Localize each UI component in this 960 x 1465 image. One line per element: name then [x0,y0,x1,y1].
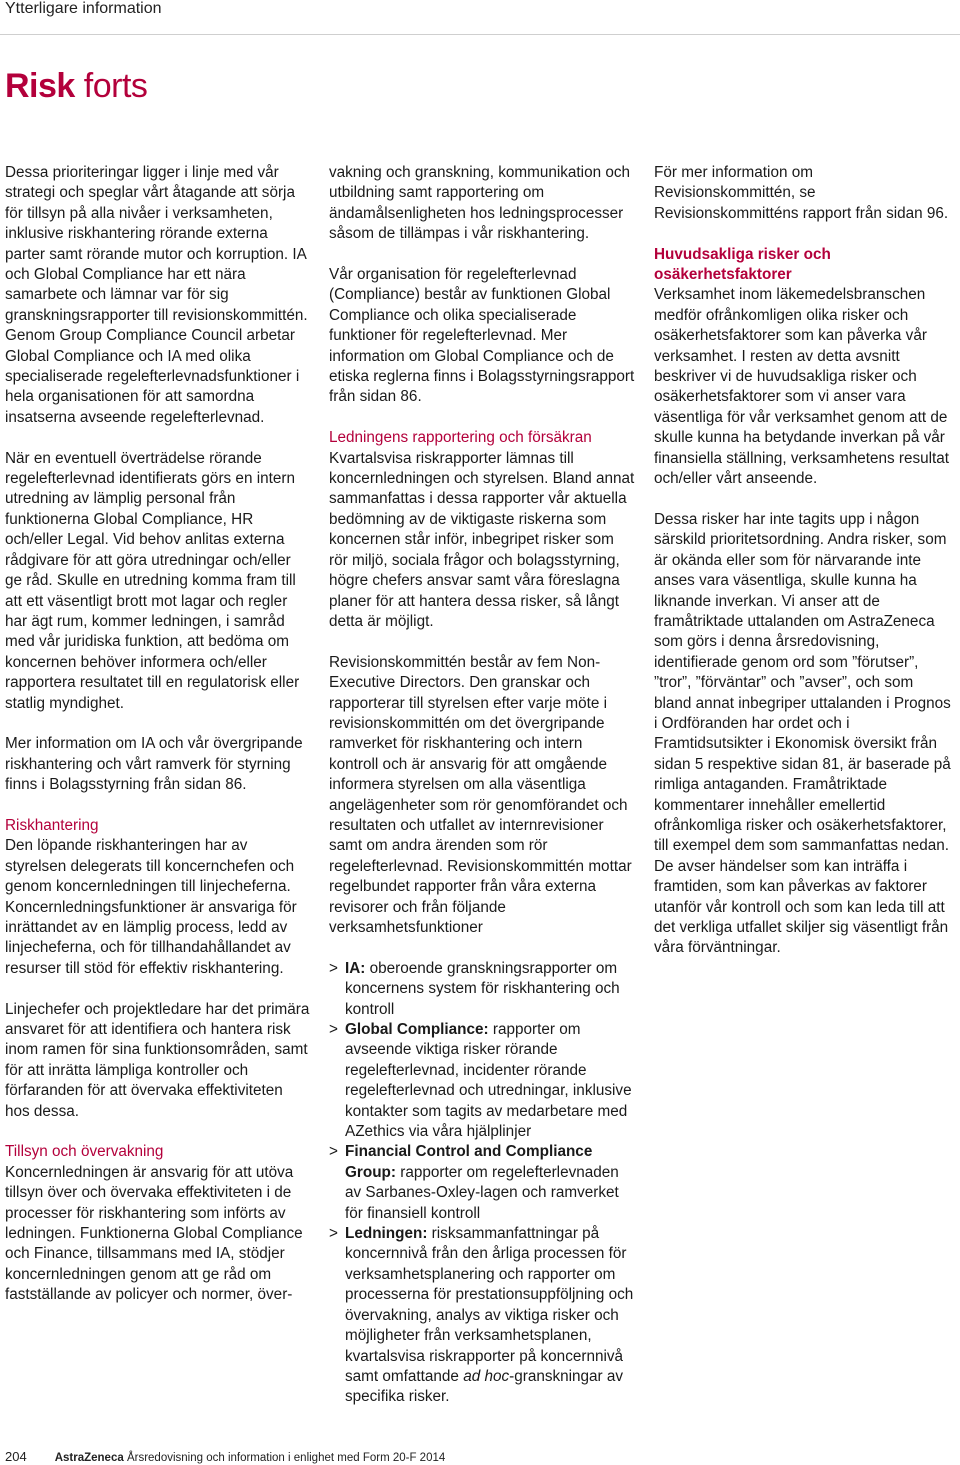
subheading: Tillsyn och övervakning [5,1143,164,1161]
list-item [329,1020,635,1142]
paragraph: För mer information om Revisionskommittén, se Revisionskommitténs rapport från sidan 96. [654,164,949,222]
paragraph: När en eventuell överträdelse rörande regelefterlevnad identifierats görs en intern utredning av lämplig personal från funktionerna Global Compliance, HR och/eller Legal. Vid behov anlitas externa rådgivare för att göra utredningar och/eller ge råd. Skulle en utredning komma fram till att ett väsentligt brott mot lagar och regler har ägt rum, kommer ledningen, i samråd med vår juridiska funktion, att bedöma om koncernen behöver informera och/eller rapportera resultatet till en regulatorisk eller statlig myndighet. [5,449,300,712]
text-column-2 [329,163,635,1408]
subheading: Ledningens rapportering och försäkran [329,429,592,447]
subheading: Riskhantering [5,816,99,834]
bullet-marker: > [329,1225,338,1243]
function-list [329,959,635,1408]
paragraph-text: Kvartalsvisa riskrapporter lämnas till koncernledningen och styrelsen. Bland annat sammanfattas i dessa rapporter vår aktuella bedömning av de viktigaste riskerna som koncernen står inför, inbegripet risker som rör miljö, sociala frågor och bolagsstyrning, högre chefers ansvar samt våra föreslagna planer för att hantera dessa risker, så långt detta är möjligt. [329,449,635,630]
item-tail: -granskningar av specifika risker. [345,1367,624,1406]
brand-name: AstraZeneca [54,1452,124,1464]
title-normal: forts [74,67,148,105]
page-number: 204 [5,1449,27,1464]
bullet-marker: > [329,959,338,977]
title-bold: Risk [5,67,75,105]
paragraph: vakning och granskning, kommunikation och utbildning samt rapportering om ändamålsenligheten hos ledningsprocesser såsom de tillämpas i vår riskhantering. [329,164,631,243]
list-item [329,1224,635,1408]
section-tillsyn [5,1142,310,1305]
list-item [329,1142,635,1224]
paragraph: Dessa risker har inte tagits upp i någon särskild prioritetsordning. Andra risker, som är okända eller som för närvarande inte anses vara väsentliga, skulle kunna ha liknande inverkan. Vi anser att de framåtriktade uttalanden om AstraZeneca som görs i denna årsredovisning, identifierade genom ord som ”förutser”, ”tror”, ”förväntar” och ”avser”, och som bland annat inbegriper uttalanden i Prognos i Ordföranden har ordet och i Framtidsutsikter i Ekonomisk översikt från sidan 5 respektive sidan 81, är baserade på rimliga antaganden. Framåtriktade kommentarer innehåller emellertid ofrånkomliga risker och osäkerhetsfaktorer, till exempel dem som sammanfattas nedan. De avser händelser som kan inträffa i framtiden, som kan påverkas av faktorer utanför vår kontroll och som kan leda till att det verkliga utfallet skiljer sig väsentligt från våra förväntningar. [654,510,951,957]
item-text: oberoende granskningsrapporter om koncernens system för riskhantering och kontroll [345,959,620,1018]
item-label: IA: [345,959,366,977]
header-divider [0,34,960,35]
subheading: Huvudsakliga risker och osäkerhetsfaktorer [654,245,831,284]
bullet-marker: > [329,1143,338,1161]
item-label: Financial Control and Compliance Group: [345,1143,593,1181]
paragraph: Revisionskommittén består av fem Non-Executive Directors. Den granskar och rapporterar till styrelsen efter varje möte i revisionskommittén om det övergripande ramverket för riskhantering och intern kontroll och är ansvarig för att omgående informera styrelsen om alla väsentliga angelägenheter som rör genomförandet och resultaten och utfallet av internrevisioner samt om andra ärenden som rör regelefterlevnad. Revisionskommittén mottar regelbundet rapporter från våra externa revisorer och från följande verksamhetsfunktioner [329,653,632,936]
bullet-marker: > [329,1021,338,1038]
paragraph-text: Koncernledningen är ansvarig för att utöva tillsyn över och övervaka effektiviteten i de processer för riskhantering som införts av ledningen. Funktionerna Global Compliance och Finance, tillsammans med IA, stödjer koncernledningen genom att ge råd om fastställande av policyer och normer, över- [5,1163,303,1304]
text-column-3 [654,163,954,979]
item-text: rapporter om avseende viktiga risker rörande regelefterlevnad, incidenter rörande regelefterlevnad och utredningar, inklusive kontakter som tagits av medarbetare med AZethics via våra hjälplinjer [345,1021,632,1141]
paragraph: Linjechefer och projektledare har det primära ansvaret för att identifiera och hantera risk inom ramen för sina funktionsområden, samt för att inrätta lämpliga kontroller och förfaranden för att övervaka effektiviteten hos dessa. [5,1000,310,1120]
item-italic: ad hoc [463,1367,510,1385]
paragraph-text: Verksamhet inom läkemedelsbranschen medför ofrånkomligen olika risker och osäkerhetsfaktorer som kan påverka vår verksamhet. I resten av detta avsnitt beskriver vi de huvudsakliga risker och osäkerhetsfaktorer som vi anser vara väsentliga för vår verksamhet genom att de skulle kunna ha betydande inverkan på vår finansiella ställning, verksamhetens resultat och/eller vårt anseende. [654,286,950,488]
section-ledningens-rapportering [329,428,635,632]
item-label: Ledningen: [345,1225,428,1243]
list-item [329,959,635,1020]
paragraph: Vår organisation för regelefterlevnad (Compliance) består av funktionen Global Compliance och olika specialiserade funktioner för regelefterlevnad. Mer information om Global Compliance och de etiska reglerna finns i Bolagsstyrningsrapport från sidan 86. [329,266,635,406]
paragraph-text: Den löpande riskhanteringen har av styrelsen delegerats till koncernchefen och genom koncernledningen till linjecheferna. Koncernledningsfunktioner är ansvariga för inrättandet av en lämplig process, ledd av linjecheferna, och för tillhandahållandet av resurser till stöd för effektiv riskhantering. [5,837,297,977]
item-text: risksammanfattningar på koncernnivå från den årliga processen för verksamhetsplanering och rapporter om processerna för prestationsuppföljning och övervakning, analys av viktiga risker och möjligheter från verksamhetsplanen, kvartalsvisa riskrapporter på koncernnivå samt omfattande [345,1225,634,1385]
text-column-1 [5,163,310,1326]
item-label: Global Compliance: [345,1021,489,1038]
item-text: rapporter om regelefterlevnaden av Sarbanes-Oxley-lagen och ramverket för finansiell kontroll [345,1163,619,1222]
section-huvudsakliga-risker [654,245,954,490]
page-title [5,64,147,108]
paragraph: Dessa prioriteringar ligger i linje med vår strategi och speglar vårt åtagande att sörja för tillsyn på alla nivåer i verksamheten, inklusive riskhantering rörande externa parter samt rörande mutor och korruption. IA och Global Compliance har ett nära samarbete och lämnar var för sig granskningsrapporter till revisionskommittén. Genom Group Compliance Council arbetar Global Compliance och IA med olika specialiserade regelefterlevnadsfunktioner i hela organisationen för att samordna insatserna avseende regelefterlevnad. [5,164,308,426]
footer-text: Årsredovisning och information i enlighet med Form 20-F 2014 [123,1452,446,1464]
paragraph: Mer information om IA och vår övergripande riskhantering och vårt ramverk för styrning finns i Bolagsstyrning från sidan 86. [5,735,303,794]
section-riskhantering [5,816,310,979]
page-footer [5,1450,445,1465]
section-label: Ytterligare information [5,0,162,17]
